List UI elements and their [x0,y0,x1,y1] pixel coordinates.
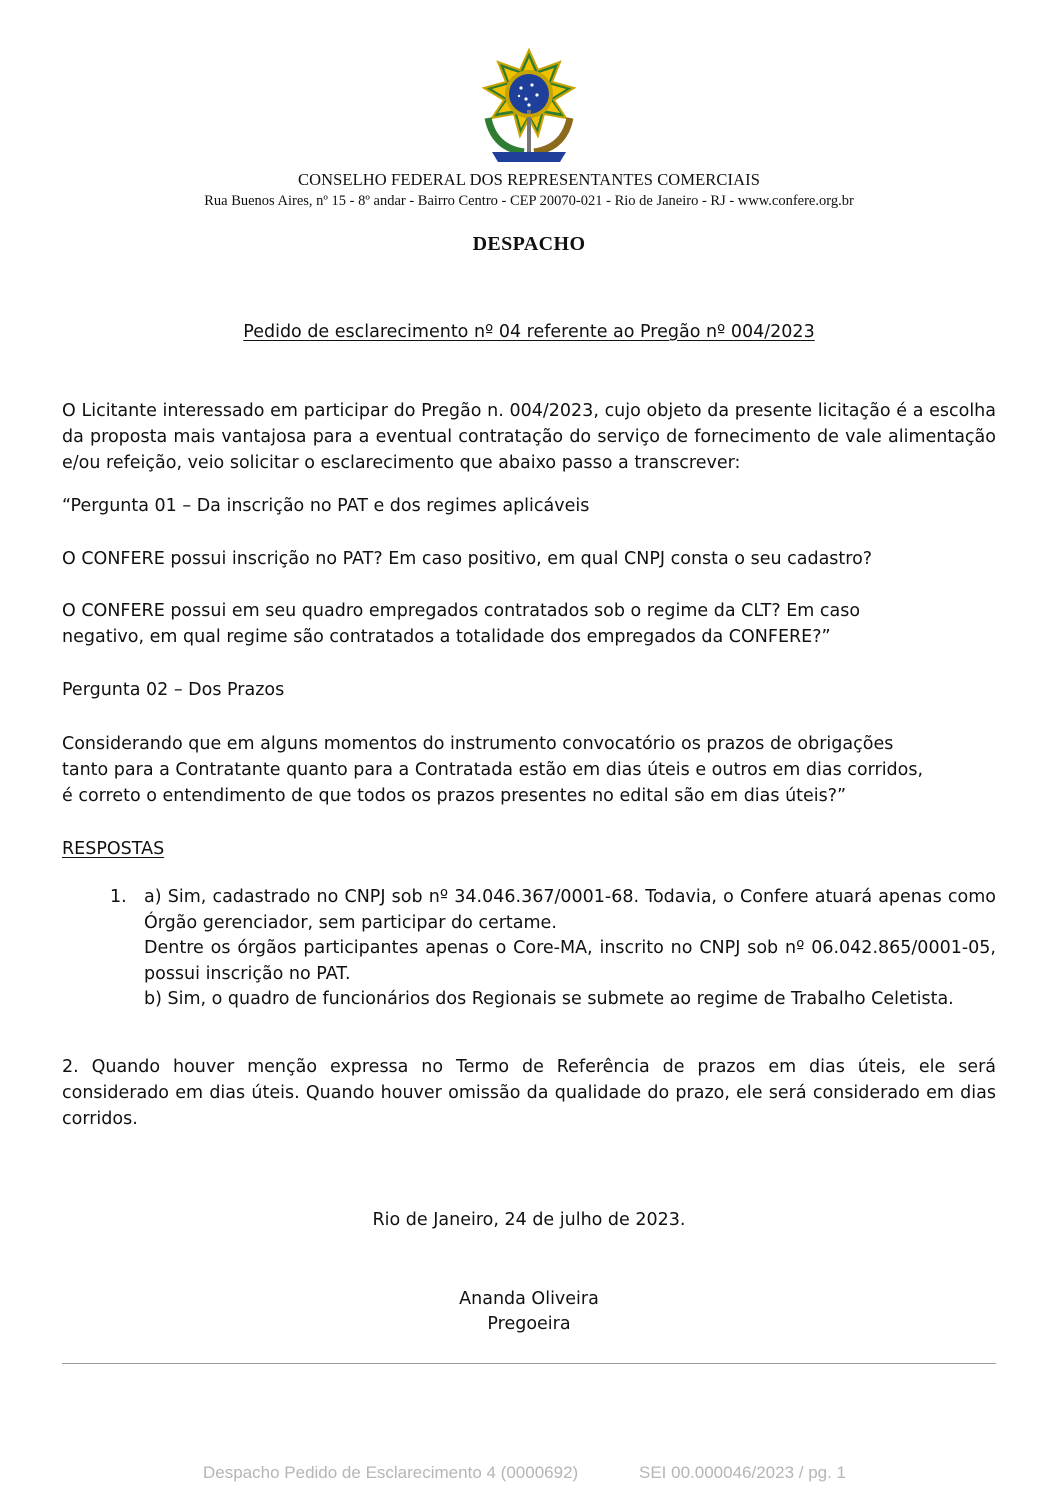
question-1-text-2-line-1: O CONFERE possui em seu quadro empregados contratados sob o regime da CLT? Em caso [62,601,861,621]
question-2-line-2: tanto para a Contratante quanto para a Contratada estão em dias úteis e outros em dias corridos, [62,760,924,780]
footer-sei-reference: SEI 00.000046/2023 / pg. 1 [639,1463,847,1482]
answers-heading: RESPOSTAS [62,839,165,859]
place-date: Rio de Janeiro, 24 de julho de 2023. [372,1210,686,1230]
organization-address: Rua Buenos Aires, nº 15 - 8º andar - Bairro Centro - CEP 20070-021 - Rio de Janeiro - RJ - www.confere.org.br [204,193,854,209]
question-2-line-3: é correto o entendimento de que todos os prazos presentes no edital são em dias úteis?” [62,786,847,806]
answer-1-item [112,885,996,1013]
organization-name: CONSELHO FEDERAL DOS REPRESENTANTES COMERCIAIS [298,170,760,189]
document-title: DESPACHO [472,233,586,255]
answer-1-b: b) Sim, o quadro de funcionários dos Regionais se submete ao regime de Trabalho Celetista. [144,989,954,1009]
brazil-coat-of-arms-icon [474,48,584,166]
question-1-text-1: O CONFERE possui inscrição no PAT? Em caso positivo, em qual CNPJ consta o seu cadastro? [62,549,873,569]
answer-2: 2. Quando houver menção expressa no Termo de Referência de prazos em dias úteis, ele será considerado em dias úteis. Quando houver omissão da qualidade do prazo, ele será considerado em dias corridos. [62,1057,996,1129]
question-1-text-2-line-2: negativo, em qual regime são contratados a totalidade dos empregados da CONFERE?” [62,627,831,647]
question-2-line-1: Considerando que em alguns momentos do instrumento convocatório os prazos de obrigações [62,734,894,754]
answer-1-a2: Dentre os órgãos participantes apenas o Core-MA, inscrito no CNPJ sob nº 06.042.865/0001-05, possui inscrição no PAT. [144,938,996,984]
question-1-heading: “Pergunta 01 – Da inscrição no PAT e dos regimes aplicáveis [62,496,590,516]
signer-name: Ananda Oliveira [459,1289,599,1309]
signature-divider [62,1363,996,1364]
signer-role: Pregoeira [487,1314,571,1334]
document-subject: Pedido de esclarecimento nº 04 referente ao Pregão nº 004/2023 [243,322,815,342]
question-2-heading: Pergunta 02 – Dos Prazos [62,680,285,700]
answer-1-number: 1. [110,887,127,907]
footer-document-reference: Despacho Pedido de Esclarecimento 4 (0000692) [203,1463,579,1482]
intro-paragraph: O Licitante interessado em participar do Pregão n. 004/2023, cujo objeto da presente licitação é a escolha da proposta mais vantajosa para a eventual contratação do serviço de fornecimento de vale alimentação e/ou refeição, veio solicitar o esclarecimento que abaixo passo a transcrever: [62,401,996,473]
answer-1-a: a) Sim, cadastrado no CNPJ sob nº 34.046.367/0001-68. Todavia, o Confere atuará apenas como Órgão gerenciador, sem participar do certame. [144,887,996,933]
